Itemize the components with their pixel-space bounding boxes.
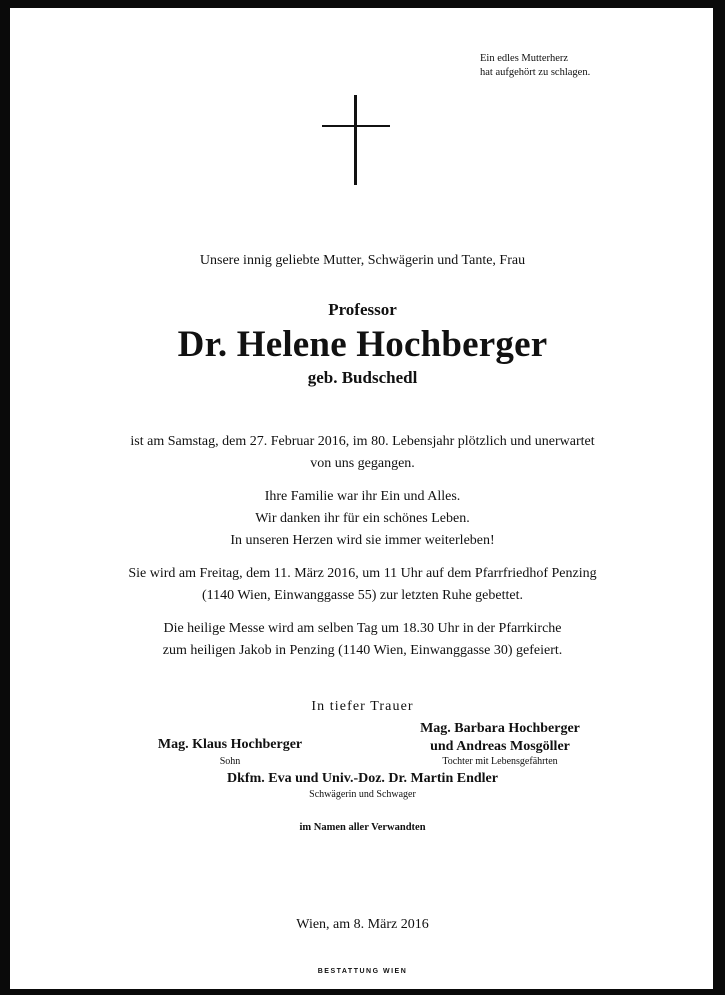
motto-line-1: Ein edles Mutterherz [480, 53, 569, 64]
deceased-name: Dr. Helene Hochberger [177, 324, 548, 365]
mass-paragraph [0, 618, 725, 662]
mourning-heading: In tiefer Trauer [311, 699, 414, 714]
intro-text: Unsere innig geliebte Mutter, Schwägerin und Tante, Frau [199, 253, 526, 268]
motto-line-2: hat aufgehört zu schlagen. [480, 67, 591, 78]
mourner-barbara [400, 720, 600, 756]
cross-icon [322, 95, 390, 185]
death-notice-paragraph [0, 431, 725, 475]
paragraph-line: Ihre Familie war ihr Ein und Alles. [264, 489, 461, 504]
mourner-klaus: Mag. Klaus Hochberger [157, 737, 303, 752]
date-line: Wien, am 8. März 2016 [296, 917, 429, 932]
deceased-birth-name: geb. Budschedl [307, 368, 418, 387]
paragraph-line: Wir danken ihr für ein schönes Leben. [255, 511, 470, 526]
paragraph-line: von uns gegangen. [310, 456, 415, 471]
burial-paragraph [0, 563, 725, 607]
mourner-name-line: und Andreas Mosgöller [430, 739, 570, 754]
paragraph-line: In unseren Herzen wird sie immer weiterleben! [230, 533, 495, 548]
relatives-line: im Namen aller Verwandten [299, 822, 426, 833]
motto [480, 52, 590, 80]
paragraph-line: (1140 Wien, Einwanggasse 55) zur letzten Ruhe gebettet. [202, 588, 523, 603]
paragraph-line: Sie wird am Freitag, dem 11. März 2016, um 11 Uhr auf dem Pfarrfriedhof Penzing [128, 566, 597, 581]
mourner-role: Sohn [219, 756, 241, 767]
paragraph-line: Die heilige Messe wird am selben Tag um 18.30 Uhr in der Pfarrkirche [163, 621, 562, 636]
deceased-title: Professor [328, 300, 397, 319]
funeral-home-footer: BESTATTUNG WIEN [317, 968, 408, 975]
mourner-eva-martin: Dkfm. Eva und Univ.-Doz. Dr. Martin Endler [227, 771, 498, 786]
paragraph-line: zum heiligen Jakob in Penzing (1140 Wien, Einwanggasse 30) gefeiert. [162, 643, 563, 658]
mourner-role: Tochter mit Lebensgefährten [442, 756, 558, 767]
mourner-role: Schwägerin und Schwager [309, 789, 416, 800]
mourner-name-line: Mag. Barbara Hochberger [420, 721, 580, 736]
tribute-paragraph [0, 486, 725, 552]
paragraph-line: ist am Samstag, dem 27. Februar 2016, im 80. Lebensjahr plötzlich und unerwartet [130, 434, 595, 449]
